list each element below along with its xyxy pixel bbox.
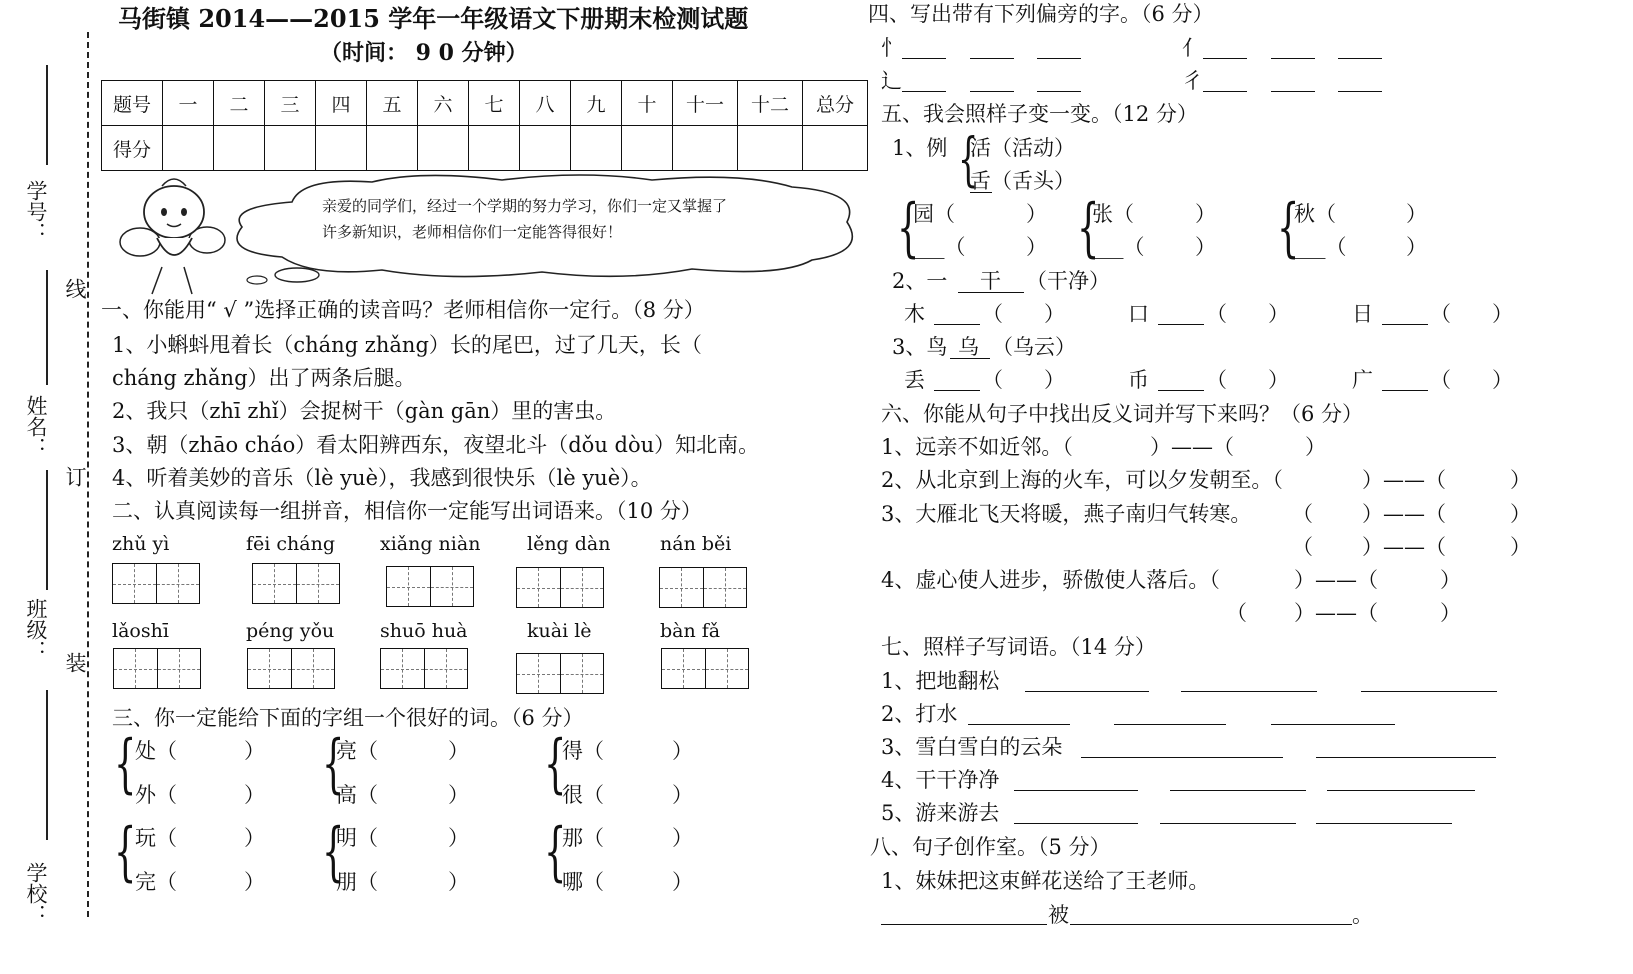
s7-item: 5、游来游去 xyxy=(881,801,1000,825)
write-grid[interactable] xyxy=(661,648,749,689)
s5-title: 五、我会照样子变一变。（12 分） xyxy=(881,102,1198,126)
paren-open: （ xyxy=(982,302,1003,326)
answer-blank[interactable] xyxy=(1338,91,1382,92)
paren-close: ） xyxy=(1440,601,1461,625)
s5-q3-word: （乌云） xyxy=(992,335,1076,359)
class-label: 班级： xyxy=(24,598,48,661)
ding-label: 订 xyxy=(63,466,87,487)
score-cell[interactable] xyxy=(738,126,803,171)
answer-blank[interactable] xyxy=(1361,691,1497,692)
paren-close: ） xyxy=(448,870,469,894)
s5-char: 丢 xyxy=(904,368,925,392)
pinyin-3: xiǎng niàn xyxy=(380,533,481,555)
score-head-3: 三 xyxy=(265,81,316,126)
s5-q3-example: 乌 xyxy=(958,335,979,359)
answer-blank[interactable] xyxy=(1316,757,1496,758)
s1-q3: 3、朝（zhāo cháo）看太阳辨西东，夜望北斗（dǒu dòu）知北南。 xyxy=(112,433,760,457)
score-cell[interactable] xyxy=(163,126,214,171)
answer-blank[interactable] xyxy=(902,58,946,59)
group-char: 很（ xyxy=(562,783,604,807)
s5-char: 秋（ xyxy=(1294,202,1336,226)
name-line[interactable] xyxy=(46,270,48,385)
brace: { xyxy=(544,727,567,801)
paren-close: ） xyxy=(1492,302,1513,326)
score-head-6: 六 xyxy=(418,81,469,126)
answer-blank[interactable] xyxy=(1114,724,1226,725)
score-cell[interactable] xyxy=(316,126,367,171)
s5-char: 园（ xyxy=(913,202,955,226)
example-underline xyxy=(970,192,992,193)
s6-mid: ）——（ xyxy=(1362,535,1446,559)
radical: 辶 xyxy=(881,69,902,93)
paren-close: ） xyxy=(244,739,265,763)
answer-blank[interactable] xyxy=(1203,91,1247,92)
s6-mid: ）——（ xyxy=(1294,601,1378,625)
score-head-12: 十二 xyxy=(738,81,803,126)
s5-q2-label: 2、一 xyxy=(892,269,948,293)
pinyin-7: péng yǒu xyxy=(246,620,335,642)
s6-q3: 3、大雁北飞天将暖，燕子南归气转寒。 xyxy=(881,502,1252,526)
write-grid[interactable] xyxy=(516,653,604,694)
paren-close: ） xyxy=(1510,468,1531,492)
answer-blank[interactable] xyxy=(1316,823,1452,824)
s5-char: 口 xyxy=(1128,302,1149,326)
brace: { xyxy=(1277,191,1300,265)
group-char: 明（ xyxy=(336,826,378,850)
group-char: 亮（ xyxy=(336,739,378,763)
s6-q1-mid: ）——（ xyxy=(1150,435,1234,459)
paren-close: ） xyxy=(672,783,693,807)
paren-open: （ xyxy=(1292,535,1313,559)
write-grid[interactable] xyxy=(113,648,201,689)
cartoon-bee-illustration xyxy=(112,172,232,302)
s5-q3-label: 3、鸟 xyxy=(892,335,948,359)
score-cell[interactable] xyxy=(469,126,520,171)
paren-close: ） xyxy=(244,783,265,807)
paren-close: ） xyxy=(244,870,265,894)
s7-item: 1、把地翻松 xyxy=(881,669,1000,693)
write-grid[interactable] xyxy=(516,567,604,608)
answer-blank[interactable] xyxy=(1181,691,1317,692)
pinyin-5: nán běi xyxy=(660,533,732,555)
s7-item: 3、雪白雪白的云朵 xyxy=(881,735,1063,759)
score-cell[interactable] xyxy=(803,126,868,171)
paren-close: ） xyxy=(1440,568,1461,592)
score-row-label: 得分 xyxy=(102,126,163,171)
paren-open: （ xyxy=(982,368,1003,392)
paren-open: （ xyxy=(1206,368,1227,392)
s5-q2-example: 干 xyxy=(980,269,1001,293)
answer-blank[interactable] xyxy=(934,390,980,391)
score-head-11: 十一 xyxy=(673,81,738,126)
score-table xyxy=(101,80,868,171)
group-char: 得（ xyxy=(562,739,604,763)
paren-close: ） xyxy=(1268,302,1289,326)
s6-q1-end: ） xyxy=(1305,435,1326,459)
xian-label: 线 xyxy=(63,278,87,299)
answer-blank[interactable] xyxy=(1170,790,1306,791)
write-grid[interactable] xyxy=(659,567,747,608)
brace: { xyxy=(114,815,137,889)
answer-blank[interactable] xyxy=(934,324,980,325)
paren-close: ） xyxy=(448,739,469,763)
s5-blank[interactable]: ___（ xyxy=(1294,235,1347,259)
answer-blank[interactable] xyxy=(1081,757,1283,758)
brace: { xyxy=(958,125,979,193)
answer-blank[interactable] xyxy=(1382,390,1428,391)
paren-close: ） xyxy=(1044,302,1065,326)
s7-item: 4、干干净净 xyxy=(881,768,1000,792)
class-line[interactable] xyxy=(46,470,48,590)
score-cell[interactable] xyxy=(418,126,469,171)
score-head-9: 九 xyxy=(571,81,622,126)
binding-dashed-line xyxy=(87,32,89,917)
brace: { xyxy=(1077,191,1100,265)
answer-blank[interactable] xyxy=(1338,58,1382,59)
score-cell[interactable] xyxy=(214,126,265,171)
answer-blank[interactable] xyxy=(902,91,946,92)
school-label: 学校： xyxy=(24,862,48,925)
s1-q4: 4、听着美妙的音乐（lè yuè），我感到很快乐（lè yuè）。 xyxy=(112,466,652,490)
s5-char: 木 xyxy=(904,302,925,326)
score-head-2: 二 xyxy=(214,81,265,126)
answer-blank[interactable] xyxy=(1158,390,1204,391)
paren-open: （ xyxy=(1226,601,1247,625)
s5-blank[interactable]: ___（ xyxy=(913,235,966,259)
answer-blank[interactable] xyxy=(1014,790,1138,791)
s3-title: 三、你一定能给下面的字组一个很好的词。（6 分） xyxy=(112,706,584,730)
score-cell[interactable] xyxy=(673,126,738,171)
answer-blank[interactable] xyxy=(1158,324,1204,325)
s2-title: 二、认真阅读每一组拼音，相信你一定能写出词语来。（10 分） xyxy=(112,499,702,523)
pinyin-1: zhǔ yì xyxy=(112,533,170,555)
group-char: 玩（ xyxy=(135,826,177,850)
answer-blank[interactable] xyxy=(1271,91,1315,92)
s7-item: 2、打水 xyxy=(881,702,958,726)
write-grid[interactable] xyxy=(252,563,340,604)
radical: 忄 xyxy=(881,36,902,60)
s6-q4: 4、虚心使人进步，骄傲使人落后。（ xyxy=(881,568,1220,592)
s6-q2: 2、从北京到上海的火车，可以夕发朝至。（ xyxy=(881,468,1283,492)
brace: { xyxy=(897,191,920,265)
score-head-5: 五 xyxy=(367,81,418,126)
s5-example-1: 活（活动） xyxy=(970,136,1075,160)
score-cell[interactable] xyxy=(571,126,622,171)
paren-close: ） xyxy=(1195,202,1216,226)
s5-blank[interactable]: ___（ xyxy=(1092,235,1145,259)
s1-title: 一、你能用“ √ ”选择正确的读音吗？老师相信你一定行。（8 分） xyxy=(101,298,705,322)
group-char: 那（ xyxy=(562,826,604,850)
paren-close: ） xyxy=(1492,368,1513,392)
score-head-total: 总分 xyxy=(803,81,868,126)
exam-time: （时间： 9 0 分钟） xyxy=(320,40,528,66)
score-cell[interactable] xyxy=(520,126,571,171)
answer-blank[interactable] xyxy=(1014,823,1138,824)
brace: { xyxy=(322,815,345,889)
group-char: 朋（ xyxy=(336,870,378,894)
s1-q1-cont: cháng zhǎng）出了两条后腿。 xyxy=(112,366,416,390)
pinyin-2: fēi cháng xyxy=(246,533,335,555)
s5-char: 币 xyxy=(1128,368,1149,392)
pinyin-6: lǎoshī xyxy=(112,620,169,642)
zhuang-label: 装 xyxy=(63,652,87,673)
answer-blank[interactable] xyxy=(1327,790,1475,791)
score-head-0: 题号 xyxy=(102,81,163,126)
answer-blank[interactable] xyxy=(1037,58,1081,59)
paren-open: （ xyxy=(1292,502,1313,526)
s1-q1: 1、小蝌蚪甩着长（cháng zhǎng）长的尾巴，过了几天，长（ xyxy=(112,333,702,357)
example-underline xyxy=(950,358,990,359)
write-grid[interactable] xyxy=(247,648,335,689)
paren-close: ） xyxy=(1268,368,1289,392)
answer-blank[interactable] xyxy=(1037,91,1081,92)
encouragement-text: 亲爱的同学们，经过一个学期的努力学习，你们一定又掌握了许多新知识，老师相信你们一定能答得很好！ xyxy=(322,197,728,241)
pinyin-9: kuài lè xyxy=(527,620,592,642)
radical: 彳 xyxy=(1182,69,1203,93)
score-head-1: 一 xyxy=(163,81,214,126)
paren-close: ） xyxy=(448,826,469,850)
paren-close: ） xyxy=(672,870,693,894)
s8-q1: 1、妹妹把这束鲜花送给了王老师。 xyxy=(881,869,1210,893)
group-char: 外（ xyxy=(135,783,177,807)
paren-close: ） xyxy=(1510,502,1531,526)
answer-blank[interactable] xyxy=(1025,691,1149,692)
score-cell[interactable] xyxy=(367,126,418,171)
score-head-8: 八 xyxy=(520,81,571,126)
s6-mid: ）——（ xyxy=(1362,468,1446,492)
paren-close: ） xyxy=(1026,235,1047,259)
s8-title: 八、句子创作室。（5 分） xyxy=(870,835,1111,859)
s4-title: 四、写出带有下列偏旁的字。（6 分） xyxy=(868,2,1214,26)
paren-close: ） xyxy=(1406,235,1427,259)
write-grid[interactable] xyxy=(112,563,200,604)
paren-close: ） xyxy=(1406,202,1427,226)
s5-char: 日 xyxy=(1352,302,1373,326)
group-char: 处（ xyxy=(135,739,177,763)
write-grid[interactable] xyxy=(380,648,468,689)
write-grid[interactable] xyxy=(386,566,474,607)
brace: { xyxy=(322,727,345,801)
paren-close: ） xyxy=(244,826,265,850)
score-cell[interactable] xyxy=(265,126,316,171)
answer-blank[interactable] xyxy=(1203,58,1247,59)
score-cell[interactable] xyxy=(622,126,673,171)
paren-close: ） xyxy=(448,783,469,807)
paren-close: ） xyxy=(1044,368,1065,392)
group-char: 完（ xyxy=(135,870,177,894)
s6-mid: ）——（ xyxy=(1294,568,1378,592)
group-char: 哪（ xyxy=(562,870,604,894)
radical: 亻 xyxy=(1182,36,1203,60)
paren-open: （ xyxy=(1206,302,1227,326)
example-underline xyxy=(958,292,1024,293)
s5-char: 张（ xyxy=(1092,202,1134,226)
answer-blank[interactable] xyxy=(970,58,1014,59)
s6-title: 六、你能从句子中找出反义词并写下来吗？（6 分） xyxy=(881,402,1364,426)
paren-open: （ xyxy=(1430,368,1451,392)
answer-blank[interactable] xyxy=(968,724,1070,725)
paren-close: ） xyxy=(672,826,693,850)
exam-title: 马街镇 2014——2015 学年一年级语文下册期末检测试题 xyxy=(118,4,749,33)
s5-q2-word: （干净） xyxy=(1026,269,1110,293)
s5-char: 广 xyxy=(1352,368,1373,392)
id-line[interactable] xyxy=(46,65,48,165)
s8-bei: 被 xyxy=(1048,903,1069,927)
group-char: 高（ xyxy=(336,783,378,807)
paren-close: ） xyxy=(1026,202,1047,226)
paren-open: （ xyxy=(1430,302,1451,326)
answer-blank[interactable] xyxy=(1271,724,1395,725)
paren-close: ） xyxy=(672,739,693,763)
pinyin-10: bàn fǎ xyxy=(660,620,721,642)
s5-example-label: 1、例 xyxy=(892,136,948,160)
answer-blank[interactable] xyxy=(970,91,1014,92)
s7-title: 七、照样子写词语。（14 分） xyxy=(881,635,1156,659)
s6-q1: 1、远亲不如近邻。（ xyxy=(881,435,1073,459)
score-head-10: 十 xyxy=(622,81,673,126)
s5-example-2: 舌（舌头） xyxy=(970,169,1075,193)
paren-close: ） xyxy=(1195,235,1216,259)
score-head-4: 四 xyxy=(316,81,367,126)
pinyin-4: lěng dàn xyxy=(527,533,611,555)
s1-q2: 2、我只（zhī zhǐ）会捉树干（gàn gān）里的害虫。 xyxy=(112,399,617,423)
name-label: 姓名： xyxy=(24,395,48,458)
answer-blank[interactable] xyxy=(1382,324,1428,325)
pinyin-8: shuō huà xyxy=(380,620,468,642)
score-head-7: 七 xyxy=(469,81,520,126)
answer-blank[interactable] xyxy=(881,924,1047,925)
s6-mid: ）——（ xyxy=(1362,502,1446,526)
brace: { xyxy=(114,727,137,801)
student-id-label: 学号： xyxy=(24,180,48,243)
answer-blank[interactable] xyxy=(1070,924,1352,925)
answer-blank[interactable] xyxy=(1271,58,1315,59)
school-line[interactable] xyxy=(46,690,48,840)
s8-end: 。 xyxy=(1352,903,1373,927)
brace: { xyxy=(544,815,567,889)
answer-blank[interactable] xyxy=(1160,823,1296,824)
paren-close: ） xyxy=(1510,535,1531,559)
